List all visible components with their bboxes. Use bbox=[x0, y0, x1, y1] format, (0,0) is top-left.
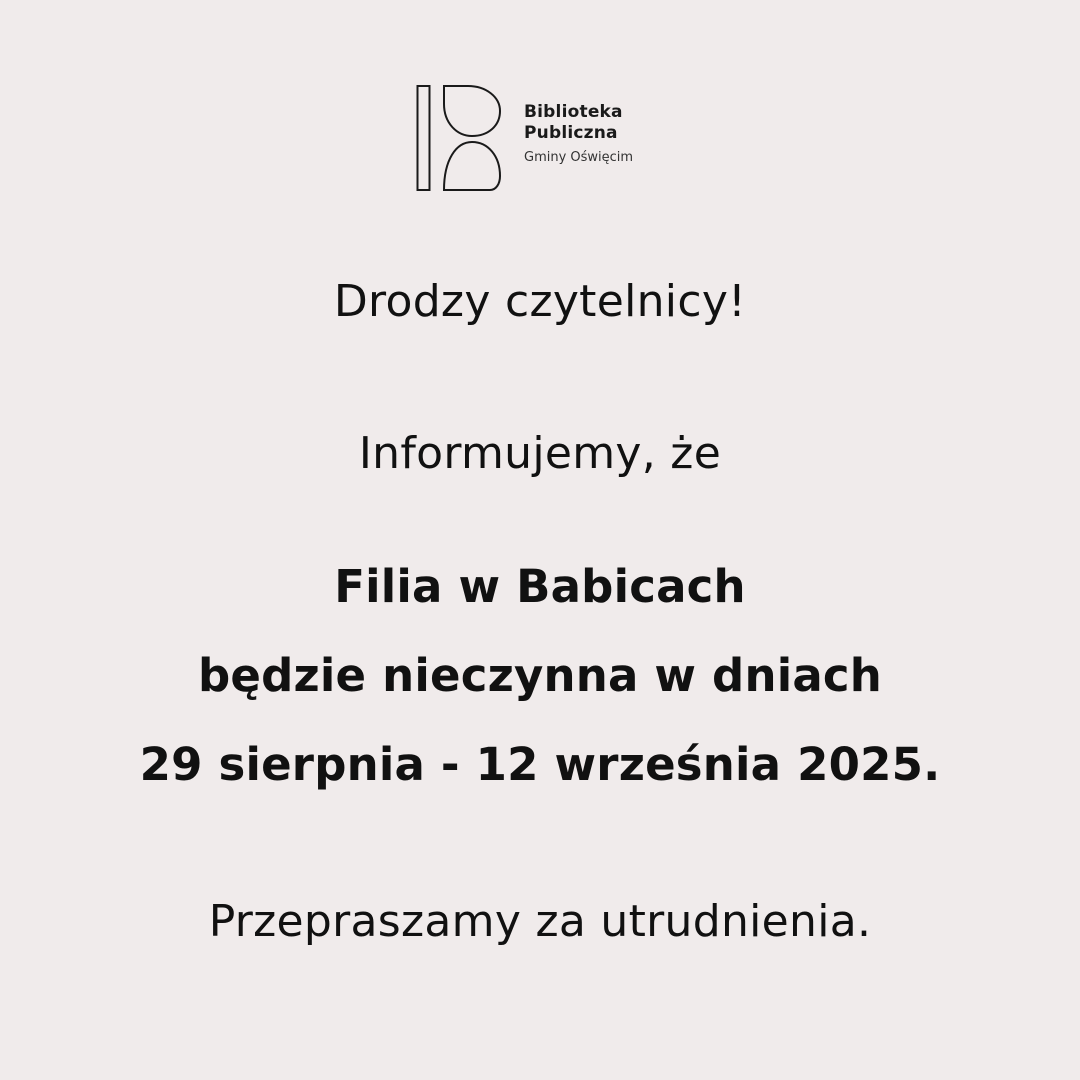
library-logo bbox=[416, 84, 676, 192]
announcement-line-1: Filia w Babicach bbox=[334, 560, 746, 613]
library-name-line3: Gminy Oświęcim bbox=[524, 150, 634, 165]
announcement-line-3: 29 sierpnia - 12 września 2025. bbox=[139, 738, 941, 791]
greeting-text: Drodzy czytelnicy! bbox=[333, 276, 747, 327]
announcement-line-2: będzie nieczynna w dniach bbox=[197, 649, 883, 702]
intro-text: Informujemy, że bbox=[358, 428, 722, 479]
library-name-line1: Biblioteka bbox=[524, 102, 623, 122]
apology-text: Przepraszamy za utrudnienia. bbox=[208, 896, 872, 947]
library-name bbox=[524, 104, 633, 164]
library-b-logo-icon bbox=[416, 84, 504, 192]
library-name-line2: Publiczna bbox=[524, 123, 618, 143]
